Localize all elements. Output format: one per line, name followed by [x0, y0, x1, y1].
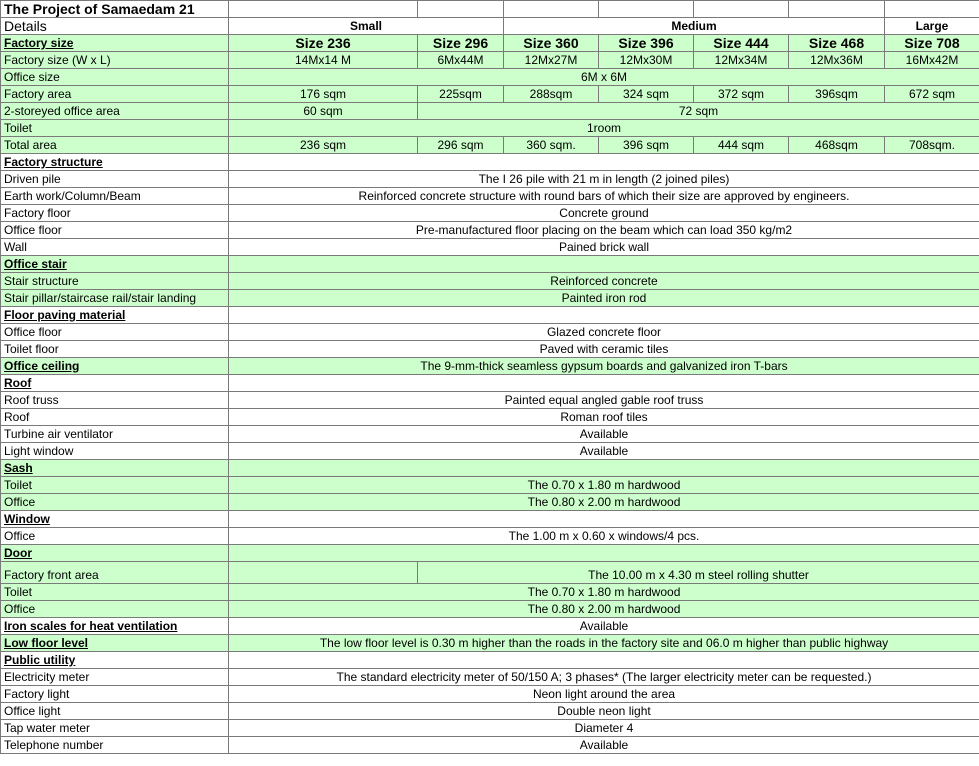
spec-row — [1, 584, 979, 601]
value-cell[interactable]: Paved with ceramic tiles — [229, 341, 979, 358]
spec-row — [1, 720, 979, 737]
spec-row — [1, 290, 979, 307]
section-row — [1, 154, 979, 171]
factory-size-heading[interactable]: Factory size — [1, 35, 229, 52]
value-cell[interactable]: 12Mx36M — [789, 52, 885, 69]
size-cell[interactable]: Size 360 — [504, 35, 599, 52]
value-cell[interactable]: 324 sqm — [599, 86, 694, 103]
group-header-row — [1, 18, 979, 35]
value-cell[interactable]: The 0.80 x 2.00 m hardwood — [229, 494, 979, 511]
value-cell[interactable]: 360 sqm. — [504, 137, 599, 154]
value-cell[interactable]: 444 sqm — [694, 137, 789, 154]
row-label[interactable]: Toilet floor — [1, 341, 229, 358]
row-label[interactable]: 2-storeyed office area — [1, 103, 229, 120]
row-label[interactable]: Office size — [1, 69, 229, 86]
size-cell[interactable]: Size 296 — [418, 35, 504, 52]
row-label[interactable]: Factory area — [1, 86, 229, 103]
group-small[interactable]: Small — [229, 18, 504, 35]
low-floor-row — [1, 635, 979, 652]
empty-cell[interactable] — [418, 1, 504, 18]
value-cell[interactable]: 12Mx30M — [599, 52, 694, 69]
value-cell[interactable]: Available — [229, 426, 979, 443]
value-cell[interactable]: Concrete ground — [229, 205, 979, 222]
spec-row — [1, 188, 979, 205]
section-row — [1, 256, 979, 273]
row-label[interactable]: Office — [1, 601, 229, 618]
value-cell[interactable]: 236 sqm — [229, 137, 418, 154]
value-cell[interactable]: 288sqm — [504, 86, 599, 103]
value-cell[interactable]: 225sqm — [418, 86, 504, 103]
factory-size-row — [1, 35, 979, 52]
total-area-row — [1, 137, 979, 154]
spec-row — [1, 494, 979, 511]
row-label[interactable]: Wall — [1, 239, 229, 256]
row-label[interactable]: Office light — [1, 703, 229, 720]
row-label[interactable]: Stair structure — [1, 273, 229, 290]
row-label[interactable]: Factory light — [1, 686, 229, 703]
spec-row — [1, 601, 979, 618]
value-cell[interactable]: 176 sqm — [229, 86, 418, 103]
title-row — [1, 1, 979, 18]
toilet-row — [1, 120, 979, 137]
spec-row — [1, 222, 979, 239]
section-heading[interactable]: Office ceiling — [1, 358, 229, 375]
size-cell[interactable]: Size 236 — [229, 35, 418, 52]
section-heading[interactable]: Door — [1, 545, 229, 562]
value-cell[interactable]: 14Mx14 M — [229, 52, 418, 69]
section-row — [1, 375, 979, 392]
value-cell[interactable]: Diameter 4 — [229, 720, 979, 737]
empty-cell[interactable] — [694, 1, 789, 18]
empty-cell[interactable] — [229, 545, 979, 562]
section-heading[interactable]: Floor paving material — [1, 307, 229, 324]
value-cell[interactable]: 12Mx34M — [694, 52, 789, 69]
section-row — [1, 652, 979, 669]
row-label[interactable]: Total area — [1, 137, 229, 154]
size-cell[interactable]: Size 468 — [789, 35, 885, 52]
value-cell[interactable]: Available — [229, 737, 979, 754]
row-label[interactable]: Light window — [1, 443, 229, 460]
size-cell[interactable]: Size 396 — [599, 35, 694, 52]
section-heading[interactable]: Low floor level — [1, 635, 229, 652]
value-cell[interactable]: Pained brick wall — [229, 239, 979, 256]
empty-cell[interactable] — [504, 1, 599, 18]
empty-cell[interactable] — [229, 511, 979, 528]
spec-row — [1, 171, 979, 188]
office-ceiling-row — [1, 358, 979, 375]
spec-row — [1, 409, 979, 426]
page-title[interactable]: The Project of Samaedam 21 — [1, 1, 229, 18]
value-cell[interactable]: Pre-manufactured floor placing on the beam which can load 350 kg/m2 — [229, 222, 979, 239]
row-label[interactable]: Toilet — [1, 584, 229, 601]
empty-cell[interactable] — [229, 307, 979, 324]
row-label[interactable]: Driven pile — [1, 171, 229, 188]
empty-cell[interactable] — [229, 652, 979, 669]
value-cell[interactable]: Double neon light — [229, 703, 979, 720]
row-label[interactable]: Factory floor — [1, 205, 229, 222]
spec-row — [1, 669, 979, 686]
value-cell[interactable]: 6M x 6M — [229, 69, 979, 86]
value-cell[interactable]: Available — [229, 618, 979, 635]
empty-cell[interactable] — [885, 1, 979, 18]
value-cell[interactable]: The low floor level is 0.30 m higher than the roads in the factory site and 06.0 m higher than public highway — [229, 635, 979, 652]
row-label[interactable]: Factory front area — [1, 562, 229, 584]
value-cell[interactable]: 1room — [229, 120, 979, 137]
row-label[interactable]: Earth work/Column/Beam — [1, 188, 229, 205]
value-cell[interactable]: The 0.70 x 1.80 m hardwood — [229, 477, 979, 494]
row-label[interactable]: Toilet — [1, 477, 229, 494]
empty-cell[interactable] — [229, 256, 979, 273]
value-cell[interactable]: 672 sqm — [885, 86, 979, 103]
value-cell[interactable]: The 0.80 x 2.00 m hardwood — [229, 601, 979, 618]
size-cell[interactable]: Size 708 — [885, 35, 979, 52]
size-cell[interactable]: Size 444 — [694, 35, 789, 52]
spec-row — [1, 324, 979, 341]
spec-row — [1, 205, 979, 222]
section-heading[interactable]: Public utility — [1, 652, 229, 669]
section-heading[interactable]: Sash — [1, 460, 229, 477]
section-row — [1, 307, 979, 324]
empty-cell[interactable] — [229, 460, 979, 477]
value-cell[interactable]: The 9-mm-thick seamless gypsum boards and galvanized iron T-bars — [229, 358, 979, 375]
value-cell[interactable]: Reinforced concrete structure with round bars of which their size are approved by engineers. — [229, 188, 979, 205]
value-cell[interactable]: Glazed concrete floor — [229, 324, 979, 341]
spec-row — [1, 273, 979, 290]
value-cell[interactable]: 296 sqm — [418, 137, 504, 154]
section-heading[interactable]: Office stair — [1, 256, 229, 273]
details-label[interactable]: Details — [1, 18, 229, 35]
row-label[interactable]: Stair pillar/staircase rail/stair landing — [1, 290, 229, 307]
value-cell[interactable]: 372 sqm — [694, 86, 789, 103]
value-cell[interactable]: Reinforced concrete — [229, 273, 979, 290]
spec-row — [1, 477, 979, 494]
spec-row — [1, 737, 979, 754]
iron-scales-row — [1, 618, 979, 635]
row-label[interactable]: Roof — [1, 409, 229, 426]
spec-row — [1, 239, 979, 256]
value-cell[interactable]: 72 sqm — [418, 103, 979, 120]
row-label[interactable]: Telephone number — [1, 737, 229, 754]
row-label[interactable]: Factory size (W x L) — [1, 52, 229, 69]
spec-row — [1, 426, 979, 443]
row-label[interactable]: Roof truss — [1, 392, 229, 409]
factory-area-row — [1, 86, 979, 103]
empty-cell[interactable] — [599, 1, 694, 18]
value-cell[interactable]: 6Mx44M — [418, 52, 504, 69]
section-row — [1, 460, 979, 477]
value-cell[interactable]: The I 26 pile with 21 m in length (2 joined piles) — [229, 171, 979, 188]
section-row — [1, 511, 979, 528]
spec-row — [1, 528, 979, 545]
empty-cell[interactable] — [229, 154, 979, 171]
value-cell[interactable]: 12Mx27M — [504, 52, 599, 69]
section-heading[interactable]: Factory structure — [1, 154, 229, 171]
value-cell[interactable]: The 1.00 m x 0.60 x windows/4 pcs. — [229, 528, 979, 545]
row-label[interactable]: Toilet — [1, 120, 229, 137]
value-cell[interactable]: Available — [229, 443, 979, 460]
spec-row — [1, 686, 979, 703]
value-cell[interactable]: 396 sqm — [599, 137, 694, 154]
empty-cell[interactable] — [229, 375, 979, 392]
value-cell[interactable]: The 10.00 m x 4.30 m steel rolling shutter — [418, 562, 979, 584]
spec-row — [1, 392, 979, 409]
spec-row — [1, 443, 979, 460]
value-cell[interactable]: The 0.70 x 1.80 m hardwood — [229, 584, 979, 601]
value-cell[interactable]: 60 sqm — [229, 103, 418, 120]
value-cell[interactable]: 468sqm — [789, 137, 885, 154]
row-label[interactable]: Tap water meter — [1, 720, 229, 737]
row-label[interactable]: Office floor — [1, 222, 229, 239]
empty-cell[interactable] — [229, 562, 418, 584]
factory-wl-row — [1, 52, 979, 69]
row-label[interactable]: Office — [1, 494, 229, 511]
spec-row — [1, 341, 979, 358]
spec-row — [1, 703, 979, 720]
section-row — [1, 545, 979, 562]
section-heading[interactable]: Iron scales for heat ventilation — [1, 618, 229, 635]
group-large[interactable]: Large — [885, 18, 979, 35]
value-cell[interactable]: 16Mx42M — [885, 52, 979, 69]
two-storey-row — [1, 103, 979, 120]
row-label[interactable]: Electricity meter — [1, 669, 229, 686]
value-cell[interactable]: Roman roof tiles — [229, 409, 979, 426]
office-size-row — [1, 69, 979, 86]
section-heading[interactable]: Roof — [1, 375, 229, 392]
value-cell[interactable]: Painted iron rod — [229, 290, 979, 307]
empty-cell[interactable] — [789, 1, 885, 18]
row-label[interactable]: Office — [1, 528, 229, 545]
empty-cell[interactable] — [229, 1, 418, 18]
value-cell[interactable]: Painted equal angled gable roof truss — [229, 392, 979, 409]
row-label[interactable]: Office floor — [1, 324, 229, 341]
value-cell[interactable]: 708sqm. — [885, 137, 979, 154]
row-label[interactable]: Turbine air ventilator — [1, 426, 229, 443]
value-cell[interactable]: 396sqm — [789, 86, 885, 103]
value-cell[interactable]: Neon light around the area — [229, 686, 979, 703]
door-front-row — [1, 562, 979, 584]
section-heading[interactable]: Window — [1, 511, 229, 528]
value-cell[interactable]: The standard electricity meter of 50/150 A; 3 phases* (The larger electricity meter can be requested.) — [229, 669, 979, 686]
group-medium[interactable]: Medium — [504, 18, 885, 35]
